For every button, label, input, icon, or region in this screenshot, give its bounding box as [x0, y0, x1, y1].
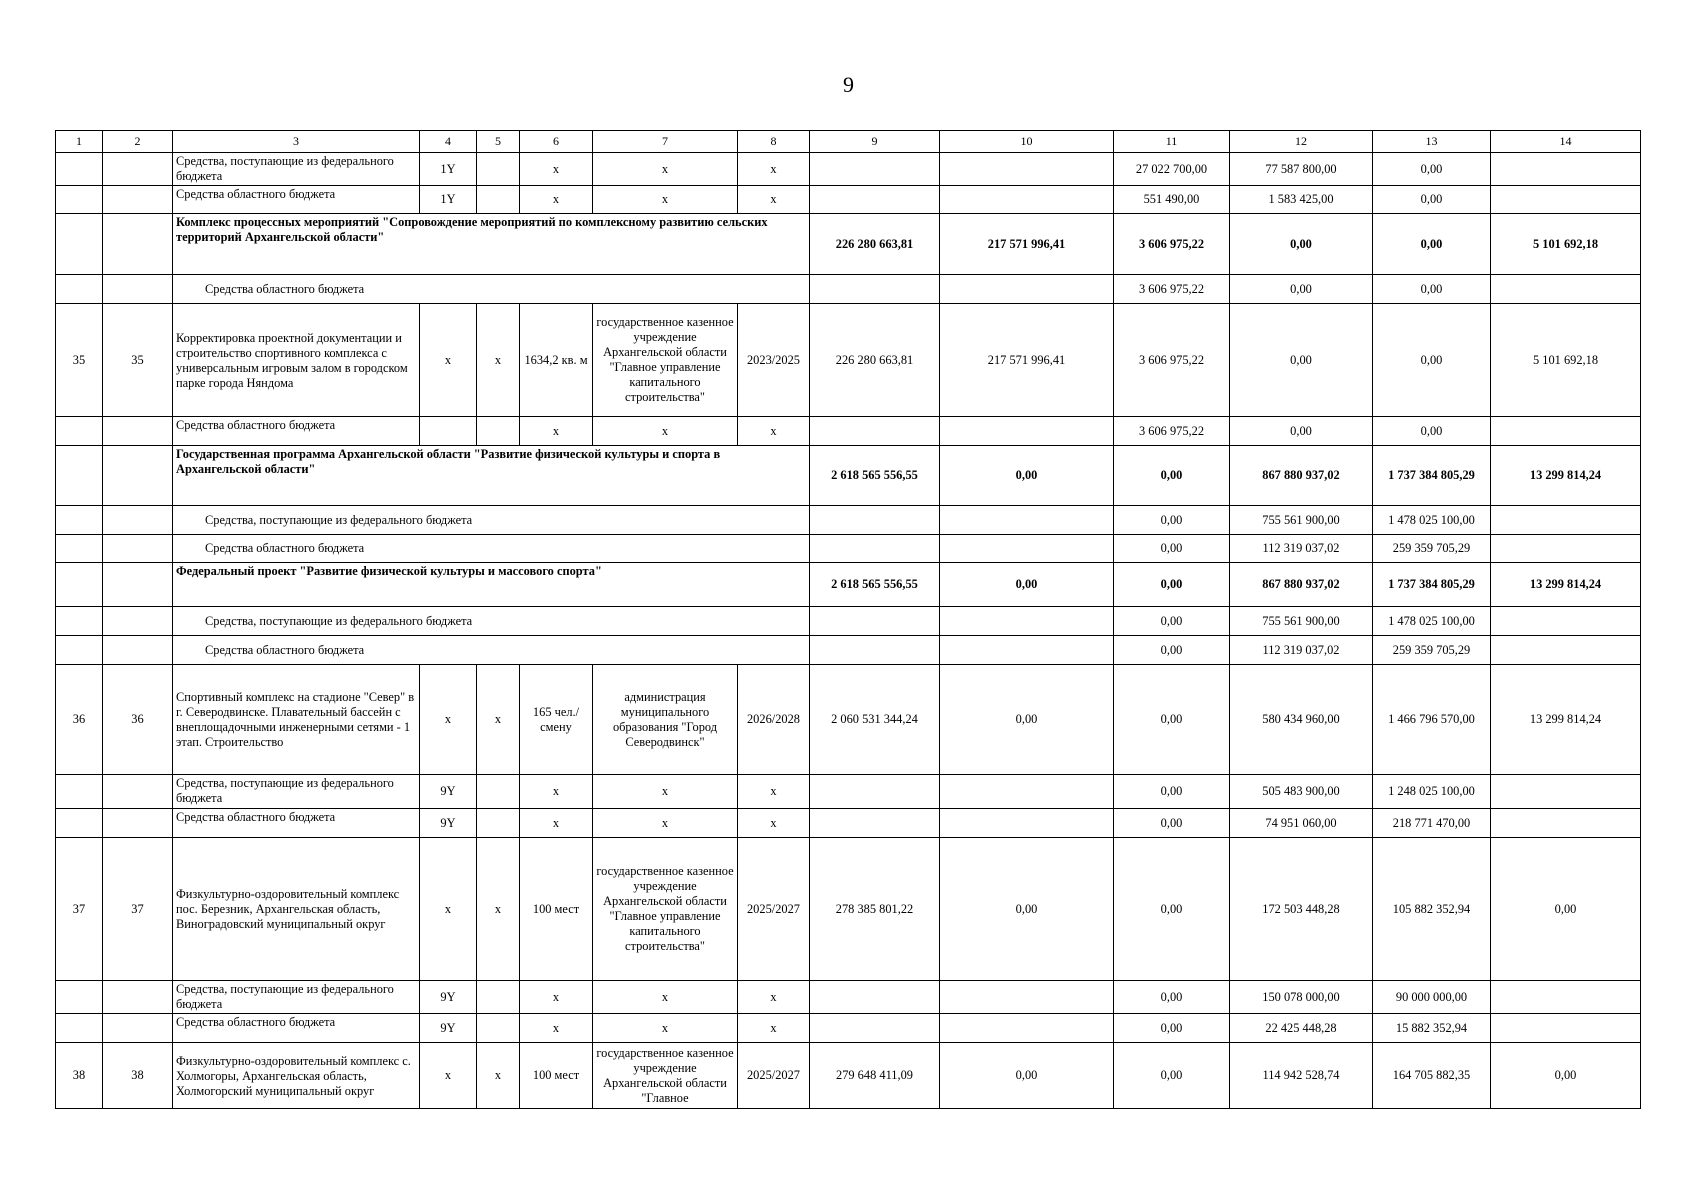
amount-cell: 0,00 — [940, 446, 1114, 506]
amount-cell — [940, 775, 1114, 809]
info-cell — [477, 417, 520, 446]
amount-cell — [940, 186, 1114, 214]
amount-cell — [1491, 981, 1641, 1014]
info-cell: x — [477, 665, 520, 775]
amount-cell: 0,00 — [1491, 838, 1641, 981]
amount-cell — [1491, 809, 1641, 838]
info-cell: x — [593, 153, 738, 186]
funding-source-label: Средства областного бюджета — [173, 636, 810, 665]
object-row — [56, 665, 1641, 775]
amount-cell — [1491, 775, 1641, 809]
funding-source-label: Средства, поступающие из федерального бюджета — [173, 153, 420, 186]
section-title: Комплекс процессных мероприятий "Сопровождение мероприятий по комплексному развитию сельских территорий Архангельской области" — [173, 214, 810, 275]
info-cell: x — [477, 838, 520, 981]
amount-cell: 580 434 960,00 — [1230, 665, 1373, 775]
amount-cell — [940, 607, 1114, 636]
info-cell: x — [520, 775, 593, 809]
object-name: Спортивный комплекс на стадионе "Север" в г. Северодвинске. Плавательный бассейн с внеплощадочными инженерными сетями - 1 этап. Строительство — [173, 665, 420, 775]
funding-source-label: Средства областного бюджета — [173, 1014, 420, 1043]
amount-cell: 13 299 814,24 — [1491, 446, 1641, 506]
amount-cell: 2 060 531 344,24 — [810, 665, 940, 775]
info-cell: x — [738, 775, 810, 809]
cell-empty — [103, 563, 173, 607]
info-cell: x — [738, 186, 810, 214]
amount-cell: 2 618 565 556,55 — [810, 446, 940, 506]
header-row — [56, 131, 1641, 153]
amount-cell: 0,00 — [1230, 304, 1373, 417]
amount-cell — [940, 506, 1114, 535]
amount-cell: 13 299 814,24 — [1491, 563, 1641, 607]
header-cell: 12 — [1230, 131, 1373, 153]
cell-empty — [56, 186, 103, 214]
funding-row — [56, 186, 1641, 214]
amount-cell — [810, 186, 940, 214]
amount-cell: 1 478 025 100,00 — [1373, 506, 1491, 535]
object-name: Корректировка проектной документации и строительство спортивного комплекса с универсальным игровым залом в городском парке города Няндома — [173, 304, 420, 417]
header-cell: 10 — [940, 131, 1114, 153]
amount-cell: 0,00 — [1114, 775, 1230, 809]
amount-cell: 755 561 900,00 — [1230, 607, 1373, 636]
info-cell: государственное казенное учреждение Архангельской области "Главное управление капитального строительства" — [593, 304, 738, 417]
info-cell — [477, 186, 520, 214]
info-cell: 9Y — [420, 809, 477, 838]
header-cell: 6 — [520, 131, 593, 153]
info-cell: x — [420, 304, 477, 417]
info-cell: государственное казенное учреждение Архангельской области "Главное управление капитального строительства" — [593, 838, 738, 981]
amount-cell: 279 648 411,09 — [810, 1043, 940, 1109]
amount-cell — [810, 506, 940, 535]
funding-source-label: Средства, поступающие из федерального бюджета — [173, 981, 420, 1014]
header-cell: 3 — [173, 131, 420, 153]
amount-cell: 259 359 705,29 — [1373, 636, 1491, 665]
info-cell: x — [738, 153, 810, 186]
amount-cell: 5 101 692,18 — [1491, 304, 1641, 417]
info-cell: государственное казенное учреждение Архангельской области "Главное — [593, 1043, 738, 1109]
amount-cell — [810, 275, 940, 304]
funding-source-label: Средства областного бюджета — [173, 535, 810, 563]
amount-cell: 15 882 352,94 — [1373, 1014, 1491, 1043]
amount-cell: 0,00 — [940, 838, 1114, 981]
info-cell: x — [520, 153, 593, 186]
funding-source-label: Средства, поступающие из федерального бюджета — [173, 607, 810, 636]
amount-cell: 1 466 796 570,00 — [1373, 665, 1491, 775]
amount-cell: 0,00 — [940, 1043, 1114, 1109]
amount-cell: 278 385 801,22 — [810, 838, 940, 981]
object-number: 35 — [103, 304, 173, 417]
info-cell: 9Y — [420, 981, 477, 1014]
cell-empty — [103, 981, 173, 1014]
funding-subtotal-row — [56, 275, 1641, 304]
cell-empty — [103, 636, 173, 665]
row-number: 38 — [56, 1043, 103, 1109]
cell-empty — [103, 775, 173, 809]
funding-row — [56, 1014, 1641, 1043]
cell-empty — [103, 275, 173, 304]
info-cell: x — [593, 186, 738, 214]
amount-cell: 0,00 — [940, 563, 1114, 607]
amount-cell — [1491, 535, 1641, 563]
info-cell — [477, 981, 520, 1014]
amount-cell: 0,00 — [1373, 304, 1491, 417]
amount-cell: 0,00 — [1114, 506, 1230, 535]
info-cell: x — [420, 665, 477, 775]
amount-cell: 0,00 — [1114, 838, 1230, 981]
object-name: Физкультурно-оздоровительный комплекс с. Холмогоры, Архангельская область, Холмогорский муниципальный округ — [173, 1043, 420, 1109]
amount-cell — [1491, 417, 1641, 446]
section-row — [56, 446, 1641, 506]
amount-cell — [810, 535, 940, 563]
amount-cell: 0,00 — [1114, 1014, 1230, 1043]
row-number: 35 — [56, 304, 103, 417]
header-cell: 9 — [810, 131, 940, 153]
header-cell: 7 — [593, 131, 738, 153]
amount-cell — [940, 535, 1114, 563]
info-cell: администрация муниципального образования "Город Северодвинск" — [593, 665, 738, 775]
funding-subtotal-row — [56, 607, 1641, 636]
amount-cell: 2 618 565 556,55 — [810, 563, 940, 607]
object-name: Физкультурно-оздоровительный комплекс пос. Березник, Архангельская область, Виноградовский муниципальный округ — [173, 838, 420, 981]
amount-cell: 867 880 937,02 — [1230, 563, 1373, 607]
funding-subtotal-row — [56, 535, 1641, 563]
amount-cell — [1491, 275, 1641, 304]
object-row — [56, 1043, 1641, 1109]
cell-empty — [103, 417, 173, 446]
cell-empty — [56, 607, 103, 636]
amount-cell — [940, 153, 1114, 186]
amount-cell: 0,00 — [1114, 981, 1230, 1014]
header-cell: 14 — [1491, 131, 1641, 153]
amount-cell — [940, 981, 1114, 1014]
amount-cell: 0,00 — [1491, 1043, 1641, 1109]
amount-cell: 0,00 — [1114, 665, 1230, 775]
amount-cell — [810, 775, 940, 809]
amount-cell: 0,00 — [1373, 153, 1491, 186]
info-cell: x — [738, 981, 810, 1014]
amount-cell: 13 299 814,24 — [1491, 665, 1641, 775]
info-cell: 9Y — [420, 775, 477, 809]
cell-empty — [56, 417, 103, 446]
info-cell: x — [593, 775, 738, 809]
amount-cell — [1491, 186, 1641, 214]
amount-cell: 3 606 975,22 — [1114, 304, 1230, 417]
amount-cell — [1491, 636, 1641, 665]
funding-source-label: Средства областного бюджета — [173, 275, 810, 304]
cell-empty — [103, 214, 173, 275]
amount-cell: 0,00 — [940, 665, 1114, 775]
info-cell: x — [738, 1014, 810, 1043]
header-cell: 11 — [1114, 131, 1230, 153]
funding-row — [56, 809, 1641, 838]
cell-empty — [56, 535, 103, 563]
cell-empty — [103, 809, 173, 838]
object-number: 37 — [103, 838, 173, 981]
amount-cell: 1 248 025 100,00 — [1373, 775, 1491, 809]
amount-cell: 0,00 — [1373, 417, 1491, 446]
amount-cell — [940, 1014, 1114, 1043]
amount-cell: 90 000 000,00 — [1373, 981, 1491, 1014]
cell-empty — [56, 153, 103, 186]
amount-cell: 1 737 384 805,29 — [1373, 563, 1491, 607]
cell-empty — [56, 636, 103, 665]
amount-cell: 217 571 996,41 — [940, 304, 1114, 417]
cell-empty — [56, 275, 103, 304]
header-cell: 2 — [103, 131, 173, 153]
amount-cell: 0,00 — [1114, 607, 1230, 636]
funding-row — [56, 417, 1641, 446]
cell-empty — [103, 607, 173, 636]
cell-empty — [56, 809, 103, 838]
info-cell: x — [520, 809, 593, 838]
row-number: 37 — [56, 838, 103, 981]
amount-cell — [1491, 506, 1641, 535]
info-cell: 2023/2025 — [738, 304, 810, 417]
amount-cell: 0,00 — [1114, 1043, 1230, 1109]
funding-source-label: Средства областного бюджета — [173, 809, 420, 838]
header-cell: 13 — [1373, 131, 1491, 153]
header-cell: 1 — [56, 131, 103, 153]
info-cell — [420, 417, 477, 446]
info-cell: 100 мест — [520, 838, 593, 981]
amount-cell: 226 280 663,81 — [810, 304, 940, 417]
amount-cell: 1 737 384 805,29 — [1373, 446, 1491, 506]
object-number: 38 — [103, 1043, 173, 1109]
amount-cell: 505 483 900,00 — [1230, 775, 1373, 809]
cell-empty — [103, 446, 173, 506]
info-cell: x — [593, 1014, 738, 1043]
info-cell: x — [520, 981, 593, 1014]
info-cell: x — [520, 186, 593, 214]
amount-cell — [810, 417, 940, 446]
cell-empty — [56, 506, 103, 535]
amount-cell: 0,00 — [1230, 214, 1373, 275]
amount-cell — [810, 636, 940, 665]
amount-cell: 5 101 692,18 — [1491, 214, 1641, 275]
amount-cell: 22 425 448,28 — [1230, 1014, 1373, 1043]
info-cell: x — [520, 1014, 593, 1043]
amount-cell — [810, 1014, 940, 1043]
info-cell: x — [738, 809, 810, 838]
cell-empty — [56, 563, 103, 607]
amount-cell — [1491, 153, 1641, 186]
cell-empty — [56, 981, 103, 1014]
amount-cell — [810, 981, 940, 1014]
amount-cell: 0,00 — [1114, 446, 1230, 506]
amount-cell: 0,00 — [1114, 535, 1230, 563]
amount-cell: 0,00 — [1373, 186, 1491, 214]
info-cell: x — [520, 417, 593, 446]
amount-cell: 3 606 975,22 — [1114, 275, 1230, 304]
object-row — [56, 838, 1641, 981]
amount-cell — [1491, 607, 1641, 636]
cell-empty — [103, 506, 173, 535]
section-row — [56, 563, 1641, 607]
cell-empty — [103, 535, 173, 563]
amount-cell: 0,00 — [1114, 563, 1230, 607]
amount-cell: 112 319 037,02 — [1230, 535, 1373, 563]
funding-subtotal-row — [56, 506, 1641, 535]
cell-empty — [103, 186, 173, 214]
amount-cell — [940, 275, 1114, 304]
object-number: 36 — [103, 665, 173, 775]
amount-cell: 3 606 975,22 — [1114, 214, 1230, 275]
amount-cell — [810, 809, 940, 838]
info-cell: 1Y — [420, 153, 477, 186]
header-cell: 5 — [477, 131, 520, 153]
cell-empty — [103, 153, 173, 186]
amount-cell: 218 771 470,00 — [1373, 809, 1491, 838]
info-cell: x — [420, 1043, 477, 1109]
amount-cell: 0,00 — [1230, 417, 1373, 446]
amount-cell: 112 319 037,02 — [1230, 636, 1373, 665]
amount-cell — [940, 417, 1114, 446]
funding-row — [56, 981, 1641, 1014]
amount-cell — [810, 607, 940, 636]
info-cell: x — [593, 417, 738, 446]
funding-source-label: Средства, поступающие из федерального бюджета — [173, 506, 810, 535]
amount-cell: 3 606 975,22 — [1114, 417, 1230, 446]
amount-cell: 74 951 060,00 — [1230, 809, 1373, 838]
info-cell — [477, 1014, 520, 1043]
amount-cell: 0,00 — [1373, 275, 1491, 304]
info-cell: x — [593, 809, 738, 838]
amount-cell: 0,00 — [1373, 214, 1491, 275]
row-number: 36 — [56, 665, 103, 775]
info-cell: 2026/2028 — [738, 665, 810, 775]
cell-empty — [56, 214, 103, 275]
info-cell: 9Y — [420, 1014, 477, 1043]
object-row — [56, 304, 1641, 417]
amount-cell: 755 561 900,00 — [1230, 506, 1373, 535]
info-cell: 2025/2027 — [738, 838, 810, 981]
page-number: 9 — [843, 72, 854, 97]
info-cell: x — [477, 1043, 520, 1109]
amount-cell — [1491, 1014, 1641, 1043]
amount-cell: 172 503 448,28 — [1230, 838, 1373, 981]
amount-cell: 551 490,00 — [1114, 186, 1230, 214]
info-cell: 1634,2 кв. м — [520, 304, 593, 417]
cell-empty — [56, 1014, 103, 1043]
section-row — [56, 214, 1641, 275]
info-cell — [477, 775, 520, 809]
info-cell: 100 мест — [520, 1043, 593, 1109]
cell-empty — [56, 775, 103, 809]
info-cell — [477, 809, 520, 838]
info-cell: x — [738, 417, 810, 446]
amount-cell: 1 583 425,00 — [1230, 186, 1373, 214]
info-cell: x — [593, 981, 738, 1014]
amount-cell: 1 478 025 100,00 — [1373, 607, 1491, 636]
cell-empty — [103, 1014, 173, 1043]
info-cell: x — [477, 304, 520, 417]
amount-cell: 114 942 528,74 — [1230, 1043, 1373, 1109]
info-cell: x — [420, 838, 477, 981]
section-title: Федеральный проект "Развитие физической культуры и массового спорта" — [173, 563, 810, 607]
header-cell: 4 — [420, 131, 477, 153]
amount-cell: 0,00 — [1114, 636, 1230, 665]
amount-cell — [810, 153, 940, 186]
funding-row — [56, 775, 1641, 809]
amount-cell: 0,00 — [1114, 809, 1230, 838]
amount-cell: 867 880 937,02 — [1230, 446, 1373, 506]
amount-cell: 226 280 663,81 — [810, 214, 940, 275]
info-cell — [477, 153, 520, 186]
funding-row — [56, 153, 1641, 186]
amount-cell: 259 359 705,29 — [1373, 535, 1491, 563]
info-cell: 2025/2027 — [738, 1043, 810, 1109]
amount-cell — [940, 636, 1114, 665]
amount-cell: 164 705 882,35 — [1373, 1043, 1491, 1109]
amount-cell: 0,00 — [1230, 275, 1373, 304]
funding-subtotal-row — [56, 636, 1641, 665]
amount-cell: 105 882 352,94 — [1373, 838, 1491, 981]
table-body — [56, 131, 1641, 1109]
header-cell: 8 — [738, 131, 810, 153]
info-cell: 165 чел./смену — [520, 665, 593, 775]
amount-cell: 27 022 700,00 — [1114, 153, 1230, 186]
amount-cell: 150 078 000,00 — [1230, 981, 1373, 1014]
amount-cell: 217 571 996,41 — [940, 214, 1114, 275]
budget-table — [55, 130, 1641, 1109]
section-title: Государственная программа Архангельской области "Развитие физической культуры и спорта в Архангельской области" — [173, 446, 810, 506]
amount-cell: 77 587 800,00 — [1230, 153, 1373, 186]
funding-source-label: Средства областного бюджета — [173, 417, 420, 446]
funding-source-label: Средства, поступающие из федерального бюджета — [173, 775, 420, 809]
amount-cell — [940, 809, 1114, 838]
info-cell: 1Y — [420, 186, 477, 214]
funding-source-label: Средства областного бюджета — [173, 186, 420, 214]
cell-empty — [56, 446, 103, 506]
